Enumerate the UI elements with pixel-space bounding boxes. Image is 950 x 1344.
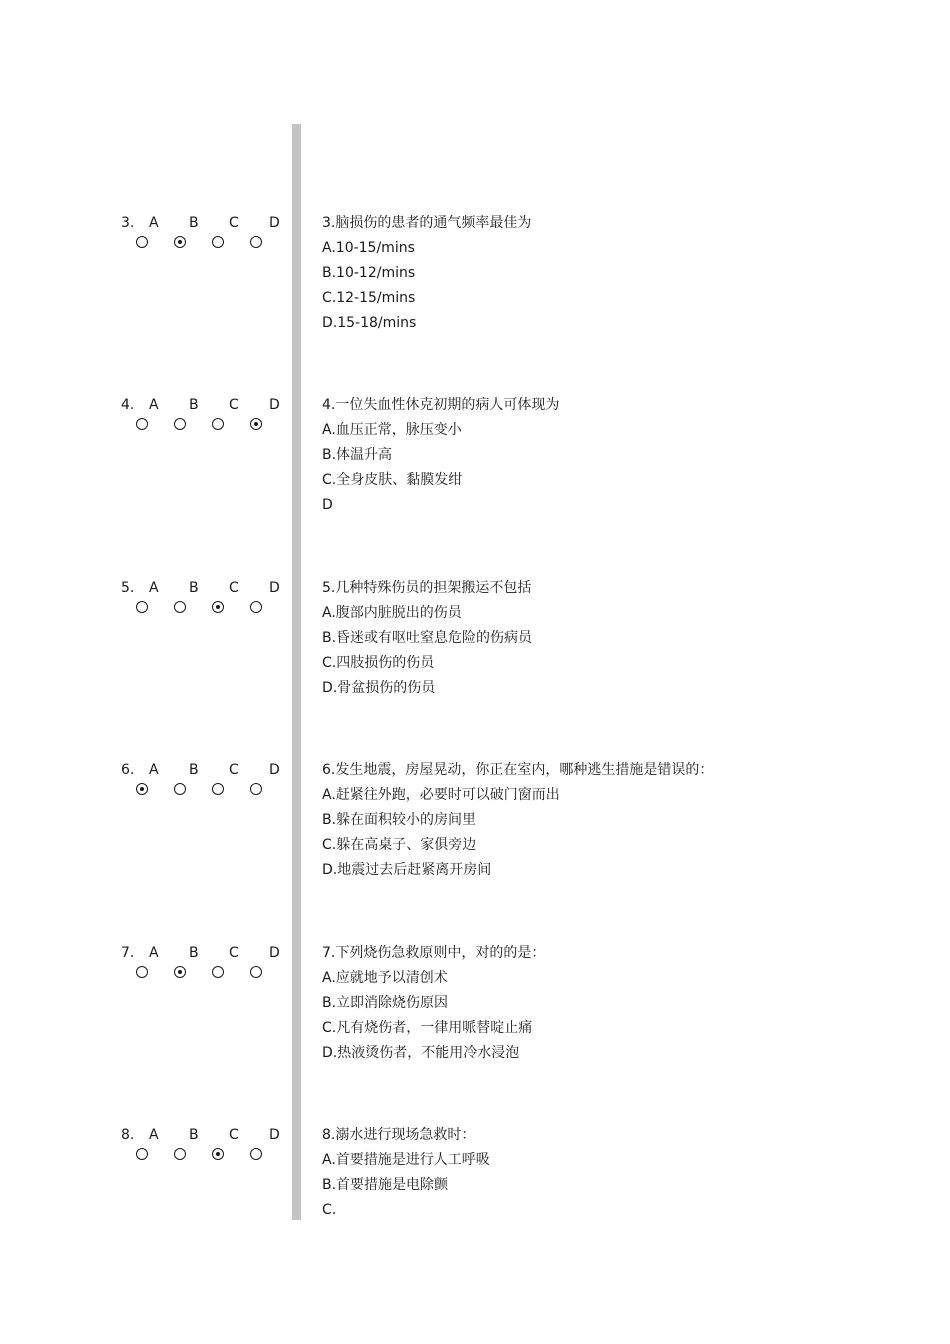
question-block: [0, 214, 950, 396]
option-letter: B: [189, 1127, 199, 1143]
question-block: [0, 1126, 950, 1308]
radio-option-b[interactable]: [174, 601, 186, 613]
radio-option-c[interactable]: [212, 236, 224, 248]
radio-option-a[interactable]: [136, 783, 148, 795]
option-letter: C: [229, 397, 239, 413]
question-content: [322, 577, 532, 702]
radio-option-b[interactable]: [174, 236, 186, 248]
radio-option-c[interactable]: [212, 1148, 224, 1160]
option-text: D.热液烫伤者，不能用冷水浸泡: [322, 1045, 520, 1061]
question-text: 5.几种特殊伤员的担架搬运不包括: [322, 580, 532, 596]
option-letter: B: [189, 762, 199, 778]
option-text: C.四肢损伤的伤员: [322, 655, 435, 671]
option-text: C.全身皮肤、黏膜发绀: [322, 472, 463, 488]
question-number: 3.: [121, 215, 135, 231]
option-letter: D: [269, 1127, 280, 1143]
option-letter: B: [189, 945, 199, 961]
option-letter: C: [229, 580, 239, 596]
option-text: A.赶紧往外跑，必要时可以破门窗而出: [322, 787, 560, 803]
radio-option-d[interactable]: [250, 966, 262, 978]
option-text: B.10-12/mins: [322, 265, 416, 281]
option-letter: B: [189, 580, 199, 596]
radio-option-b[interactable]: [174, 418, 186, 430]
option-text: B.立即消除烧伤原因: [322, 995, 449, 1011]
answer-radio-group: [136, 783, 288, 795]
radio-option-a[interactable]: [136, 966, 148, 978]
radio-option-d[interactable]: [250, 601, 262, 613]
option-letter: A: [149, 215, 159, 231]
option-letter: D: [269, 945, 280, 961]
question-number: 7.: [121, 945, 135, 961]
option-letter: A: [149, 580, 159, 596]
question-content: [322, 212, 531, 337]
option-text: A.应就地予以清创术: [322, 970, 448, 986]
answer-header: [121, 944, 309, 962]
option-letter: C: [229, 762, 239, 778]
radio-option-d[interactable]: [250, 236, 262, 248]
option-text: B.体温升高: [322, 447, 393, 463]
option-letter: D: [269, 762, 280, 778]
question-content: [322, 1124, 490, 1224]
radio-option-c[interactable]: [212, 783, 224, 795]
radio-option-c[interactable]: [212, 601, 224, 613]
answer-header: [121, 214, 309, 232]
radio-option-b[interactable]: [174, 783, 186, 795]
question-block: [0, 944, 950, 1126]
option-letter: C: [229, 215, 239, 231]
option-text: C.凡有烧伤者，一律用哌替啶止痛: [322, 1020, 533, 1036]
question-number: 6.: [121, 762, 135, 778]
option-text: A.10-15/mins: [322, 240, 415, 256]
radio-option-d[interactable]: [250, 1148, 262, 1160]
option-letter: A: [149, 1127, 159, 1143]
option-text: A.血压正常，脉压变小: [322, 422, 462, 438]
question-text: 8.溺水进行现场急救时：: [322, 1127, 476, 1143]
option-letter: B: [189, 397, 199, 413]
question-content: [322, 759, 713, 884]
radio-option-a[interactable]: [136, 418, 148, 430]
option-letter: C: [229, 945, 239, 961]
radio-option-a[interactable]: [136, 1148, 148, 1160]
option-text: A.腹部内脏脱出的伤员: [322, 605, 462, 621]
answer-radio-group: [136, 236, 288, 248]
option-letter: C: [229, 1127, 239, 1143]
radio-option-d[interactable]: [250, 783, 262, 795]
question-content: [322, 942, 545, 1067]
option-text: A.首要措施是进行人工呼吸: [322, 1152, 490, 1168]
option-text: D.骨盆损伤的伤员: [322, 680, 436, 696]
option-letter: A: [149, 945, 159, 961]
option-letter: D: [269, 215, 280, 231]
question-number: 8.: [121, 1127, 135, 1143]
answer-radio-group: [136, 601, 288, 613]
answer-radio-group: [136, 418, 288, 430]
option-text: D.地震过去后赶紧离开房间: [322, 862, 492, 878]
option-text: D.15-18/mins: [322, 315, 417, 331]
question-text: 4.一位失血性休克初期的病人可体现为: [322, 397, 560, 413]
option-text: D: [322, 497, 333, 513]
option-letter: B: [189, 215, 199, 231]
option-letter: A: [149, 762, 159, 778]
option-text: C.: [322, 1202, 337, 1218]
radio-option-d[interactable]: [250, 418, 262, 430]
radio-option-c[interactable]: [212, 966, 224, 978]
answer-header: [121, 761, 309, 779]
answer-header: [121, 1126, 309, 1144]
option-text: B.躲在面积较小的房间里: [322, 812, 477, 828]
answer-radio-group: [136, 1148, 288, 1160]
question-block: [0, 761, 950, 943]
question-text: 7.下列烧伤急救原则中，对的的是：: [322, 945, 546, 961]
question-block: [0, 579, 950, 761]
question-text: 6.发生地震，房屋晃动，你正在室内，哪种逃生措施是错误的：: [322, 762, 714, 778]
option-text: C.躲在高桌子、家俱旁边: [322, 837, 477, 853]
option-text: C.12-15/mins: [322, 290, 416, 306]
option-text: B.昏迷或有呕吐窒息危险的伤病员: [322, 630, 533, 646]
answer-header: [121, 579, 309, 597]
radio-option-b[interactable]: [174, 1148, 186, 1160]
answer-header: [121, 396, 309, 414]
option-text: B.首要措施是电除颤: [322, 1177, 449, 1193]
radio-option-a[interactable]: [136, 601, 148, 613]
radio-option-c[interactable]: [212, 418, 224, 430]
question-number: 4.: [121, 397, 135, 413]
question-number: 5.: [121, 580, 135, 596]
question-block: [0, 396, 950, 578]
question-text: 3.脑损伤的患者的通气频率最佳为: [322, 215, 532, 231]
answer-radio-group: [136, 966, 288, 978]
option-letter: D: [269, 580, 280, 596]
option-letter: D: [269, 397, 280, 413]
radio-option-b[interactable]: [174, 966, 186, 978]
option-letter: A: [149, 397, 159, 413]
question-content: [322, 394, 559, 519]
radio-option-a[interactable]: [136, 236, 148, 248]
